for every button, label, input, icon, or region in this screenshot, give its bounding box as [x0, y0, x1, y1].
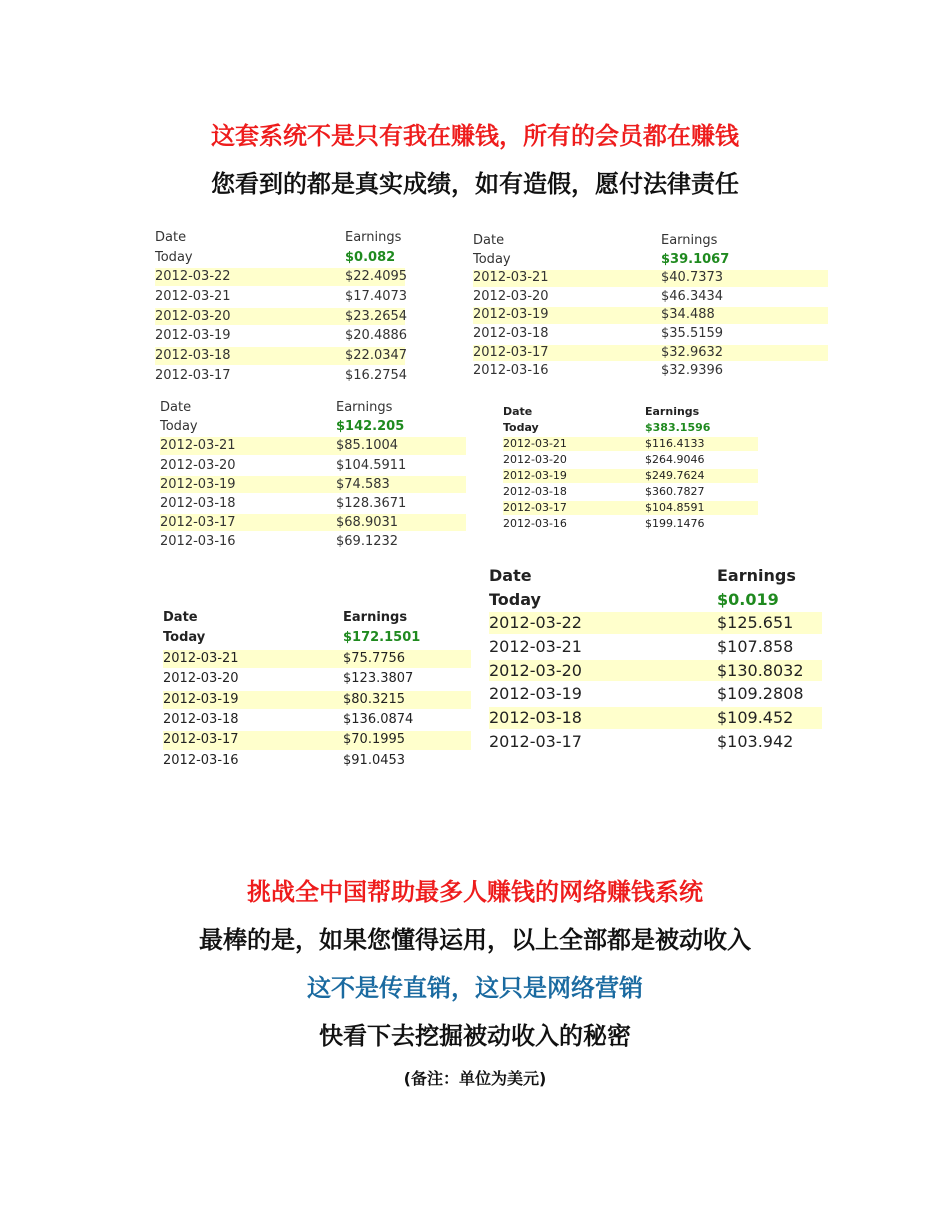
- heading-note-unit: (备注：单位为美元): [403, 1069, 547, 1088]
- earnings-cell: $109.452: [717, 708, 794, 728]
- earnings-cell: $264.9046: [645, 453, 705, 466]
- earnings-cell: $85.1004: [336, 438, 399, 454]
- earnings-cell: $80.3215: [343, 691, 406, 707]
- date-cell: 2012-03-21: [473, 270, 549, 286]
- table-row: [163, 730, 471, 750]
- earnings-cell: $74.583: [336, 476, 390, 492]
- table-header: [160, 398, 466, 417]
- table-row: [155, 346, 408, 366]
- table-row: [160, 475, 466, 494]
- earnings-cell: $35.5159: [661, 325, 724, 341]
- table-row: [160, 494, 466, 513]
- date-cell: Today: [489, 589, 541, 609]
- date-cell: 2012-03-17: [155, 367, 231, 383]
- earnings-table-1: [155, 228, 408, 386]
- date-cell: 2012-03-21: [160, 438, 236, 454]
- earnings-cell: $46.3434: [661, 288, 724, 304]
- table-row: [163, 751, 471, 771]
- date-cell: 2012-03-21: [489, 637, 582, 657]
- earnings-cell: $68.9031: [336, 515, 399, 531]
- date-cell: 2012-03-19: [489, 684, 582, 704]
- earnings-cell: $104.5911: [336, 457, 407, 473]
- table-row: [503, 516, 758, 532]
- earnings-cell: $32.9632: [661, 344, 724, 360]
- earnings-cell: Earnings: [343, 610, 408, 625]
- date-cell: 2012-03-18: [489, 708, 582, 728]
- table-row: [503, 436, 758, 452]
- table-row: [503, 484, 758, 500]
- table-row: [489, 635, 822, 659]
- table-header: [503, 404, 758, 420]
- table-row: [489, 682, 822, 706]
- table-row: [160, 532, 466, 551]
- heading-secret: 快看下去挖掘被动收入的秘密: [319, 1022, 631, 1050]
- table-row-today: [489, 588, 822, 612]
- date-cell: 2012-03-18: [160, 495, 236, 511]
- earnings-cell: $107.858: [717, 637, 794, 657]
- date-cell: 2012-03-19: [473, 307, 549, 323]
- earnings-cell: $32.9396: [661, 363, 724, 379]
- earnings-cell: $109.2808: [717, 684, 804, 704]
- date-cell: 2012-03-20: [503, 453, 567, 466]
- table-header: [489, 564, 822, 588]
- date-cell: 2012-03-22: [155, 269, 231, 285]
- heading-challenge: 挑战全中国帮助最多人赚钱的网络赚钱系统: [247, 878, 703, 906]
- earnings-table-3: [160, 398, 466, 552]
- date-cell: 2012-03-17: [163, 732, 239, 748]
- earnings-cell: $136.0874: [343, 711, 414, 727]
- heading-real-results: 您看到的都是真实成绩，如有造假，愿付法律责任: [211, 170, 739, 198]
- date-cell: 2012-03-18: [503, 485, 567, 498]
- table-row: [473, 325, 828, 344]
- earnings-cell: $22.0347: [345, 348, 408, 364]
- table-row-today: [503, 420, 758, 436]
- date-cell: 2012-03-16: [163, 752, 239, 768]
- earnings-cell: $39.1067: [661, 251, 730, 267]
- heading-members-earning: 这套系统不是只有我在赚钱，所有的会员都在赚钱: [211, 122, 739, 150]
- table-row-today: [473, 251, 828, 270]
- earnings-cell: $123.3807: [343, 671, 414, 687]
- table-row-today: [163, 628, 471, 648]
- earnings-cell: Earnings: [645, 405, 700, 418]
- date-cell: 2012-03-17: [503, 501, 567, 514]
- table-row: [489, 611, 822, 635]
- earnings-cell: $70.1995: [343, 732, 406, 748]
- table-row: [160, 436, 466, 455]
- table-row-today: [160, 417, 466, 436]
- date-cell: Date: [489, 566, 532, 585]
- date-cell: 2012-03-17: [489, 731, 582, 751]
- earnings-cell: $40.7373: [661, 270, 724, 286]
- earnings-cell: $249.7624: [645, 469, 705, 482]
- table-row: [503, 500, 758, 516]
- heading-network-marketing: 这不是传直销，这只是网络营销: [307, 974, 643, 1002]
- earnings-table-2: [473, 232, 828, 381]
- earnings-cell: $130.8032: [717, 660, 804, 680]
- earnings-cell: $20.4886: [345, 328, 408, 344]
- date-cell: 2012-03-20: [163, 671, 239, 687]
- table-row: [163, 669, 471, 689]
- table-row: [473, 362, 828, 381]
- table-row: [473, 288, 828, 307]
- date-cell: 2012-03-16: [503, 517, 567, 530]
- table-row: [489, 730, 822, 754]
- earnings-cell: $0.082: [345, 249, 396, 265]
- table-row: [163, 649, 471, 669]
- date-cell: 2012-03-17: [473, 344, 549, 360]
- table-row: [155, 326, 408, 346]
- table-header: [163, 608, 471, 628]
- earnings-cell: $172.1501: [343, 630, 421, 646]
- earnings-cell: $103.942: [717, 731, 794, 751]
- date-cell: 2012-03-17: [160, 515, 236, 531]
- table-row: [155, 267, 408, 287]
- table-row: [155, 366, 408, 386]
- date-cell: 2012-03-20: [489, 660, 582, 680]
- date-cell: 2012-03-16: [160, 534, 236, 550]
- earnings-cell: $0.019: [717, 589, 779, 609]
- date-cell: 2012-03-18: [155, 348, 231, 364]
- table-row: [155, 287, 408, 307]
- table-row: [163, 690, 471, 710]
- date-cell: 2012-03-20: [473, 288, 549, 304]
- earnings-cell: Earnings: [336, 400, 393, 415]
- date-cell: Date: [503, 405, 533, 418]
- date-cell: 2012-03-22: [489, 613, 582, 633]
- date-cell: Today: [160, 419, 198, 435]
- date-cell: Today: [503, 421, 539, 434]
- date-cell: 2012-03-21: [163, 650, 239, 666]
- date-cell: Today: [155, 249, 193, 265]
- earnings-cell: $23.2654: [345, 308, 408, 324]
- table-row-today: [155, 248, 405, 268]
- date-cell: 2012-03-20: [155, 308, 231, 324]
- table-row: [503, 452, 758, 468]
- earnings-cell: $69.1232: [336, 534, 399, 550]
- date-cell: Date: [473, 233, 505, 248]
- date-cell: 2012-03-16: [473, 363, 549, 379]
- earnings-cell: Earnings: [345, 230, 402, 245]
- earnings-cell: Earnings: [661, 233, 718, 248]
- table-row: [160, 456, 466, 475]
- date-cell: 2012-03-20: [160, 457, 236, 473]
- earnings-cell: $360.7827: [645, 485, 705, 498]
- table-header: [473, 232, 828, 251]
- date-cell: 2012-03-21: [503, 437, 567, 450]
- earnings-table-5: [163, 608, 471, 771]
- table-row: [155, 307, 408, 327]
- date-cell: 2012-03-18: [163, 711, 239, 727]
- date-cell: Date: [155, 230, 187, 245]
- date-cell: Today: [473, 251, 511, 267]
- heading-passive-income: 最棒的是，如果您懂得运用，以上全部都是被动收入: [199, 926, 751, 954]
- earnings-table-6: [489, 564, 822, 754]
- earnings-cell: $22.4095: [345, 269, 408, 285]
- date-cell: 2012-03-21: [155, 289, 231, 305]
- earnings-cell: $75.7756: [343, 650, 406, 666]
- date-cell: 2012-03-19: [160, 476, 236, 492]
- date-cell: Date: [163, 610, 198, 625]
- table-row: [503, 468, 758, 484]
- earnings-cell: $199.1476: [645, 517, 705, 530]
- earnings-cell: $16.2754: [345, 367, 408, 383]
- table-row: [163, 710, 471, 730]
- earnings-cell: $383.1596: [645, 421, 711, 434]
- table-row: [489, 706, 822, 730]
- earnings-cell: Earnings: [717, 566, 796, 585]
- date-cell: Date: [160, 400, 192, 415]
- date-cell: Today: [163, 630, 206, 646]
- table-row: [473, 344, 828, 363]
- date-cell: 2012-03-19: [155, 328, 231, 344]
- earnings-cell: $128.3671: [336, 495, 407, 511]
- table-header: [155, 228, 405, 248]
- date-cell: 2012-03-18: [473, 325, 549, 341]
- date-cell: 2012-03-19: [163, 691, 239, 707]
- table-row: [473, 269, 828, 288]
- earnings-cell: $104.8591: [645, 501, 705, 514]
- earnings-cell: $116.4133: [645, 437, 705, 450]
- earnings-cell: $125.651: [717, 613, 794, 633]
- earnings-cell: $34.488: [661, 307, 715, 323]
- earnings-cell: $142.205: [336, 419, 405, 435]
- table-row: [160, 513, 466, 532]
- table-row: [473, 306, 828, 325]
- table-row: [489, 659, 822, 683]
- earnings-table-4: [503, 404, 758, 532]
- date-cell: 2012-03-19: [503, 469, 567, 482]
- earnings-cell: $17.4073: [345, 289, 408, 305]
- earnings-cell: $91.0453: [343, 752, 406, 768]
